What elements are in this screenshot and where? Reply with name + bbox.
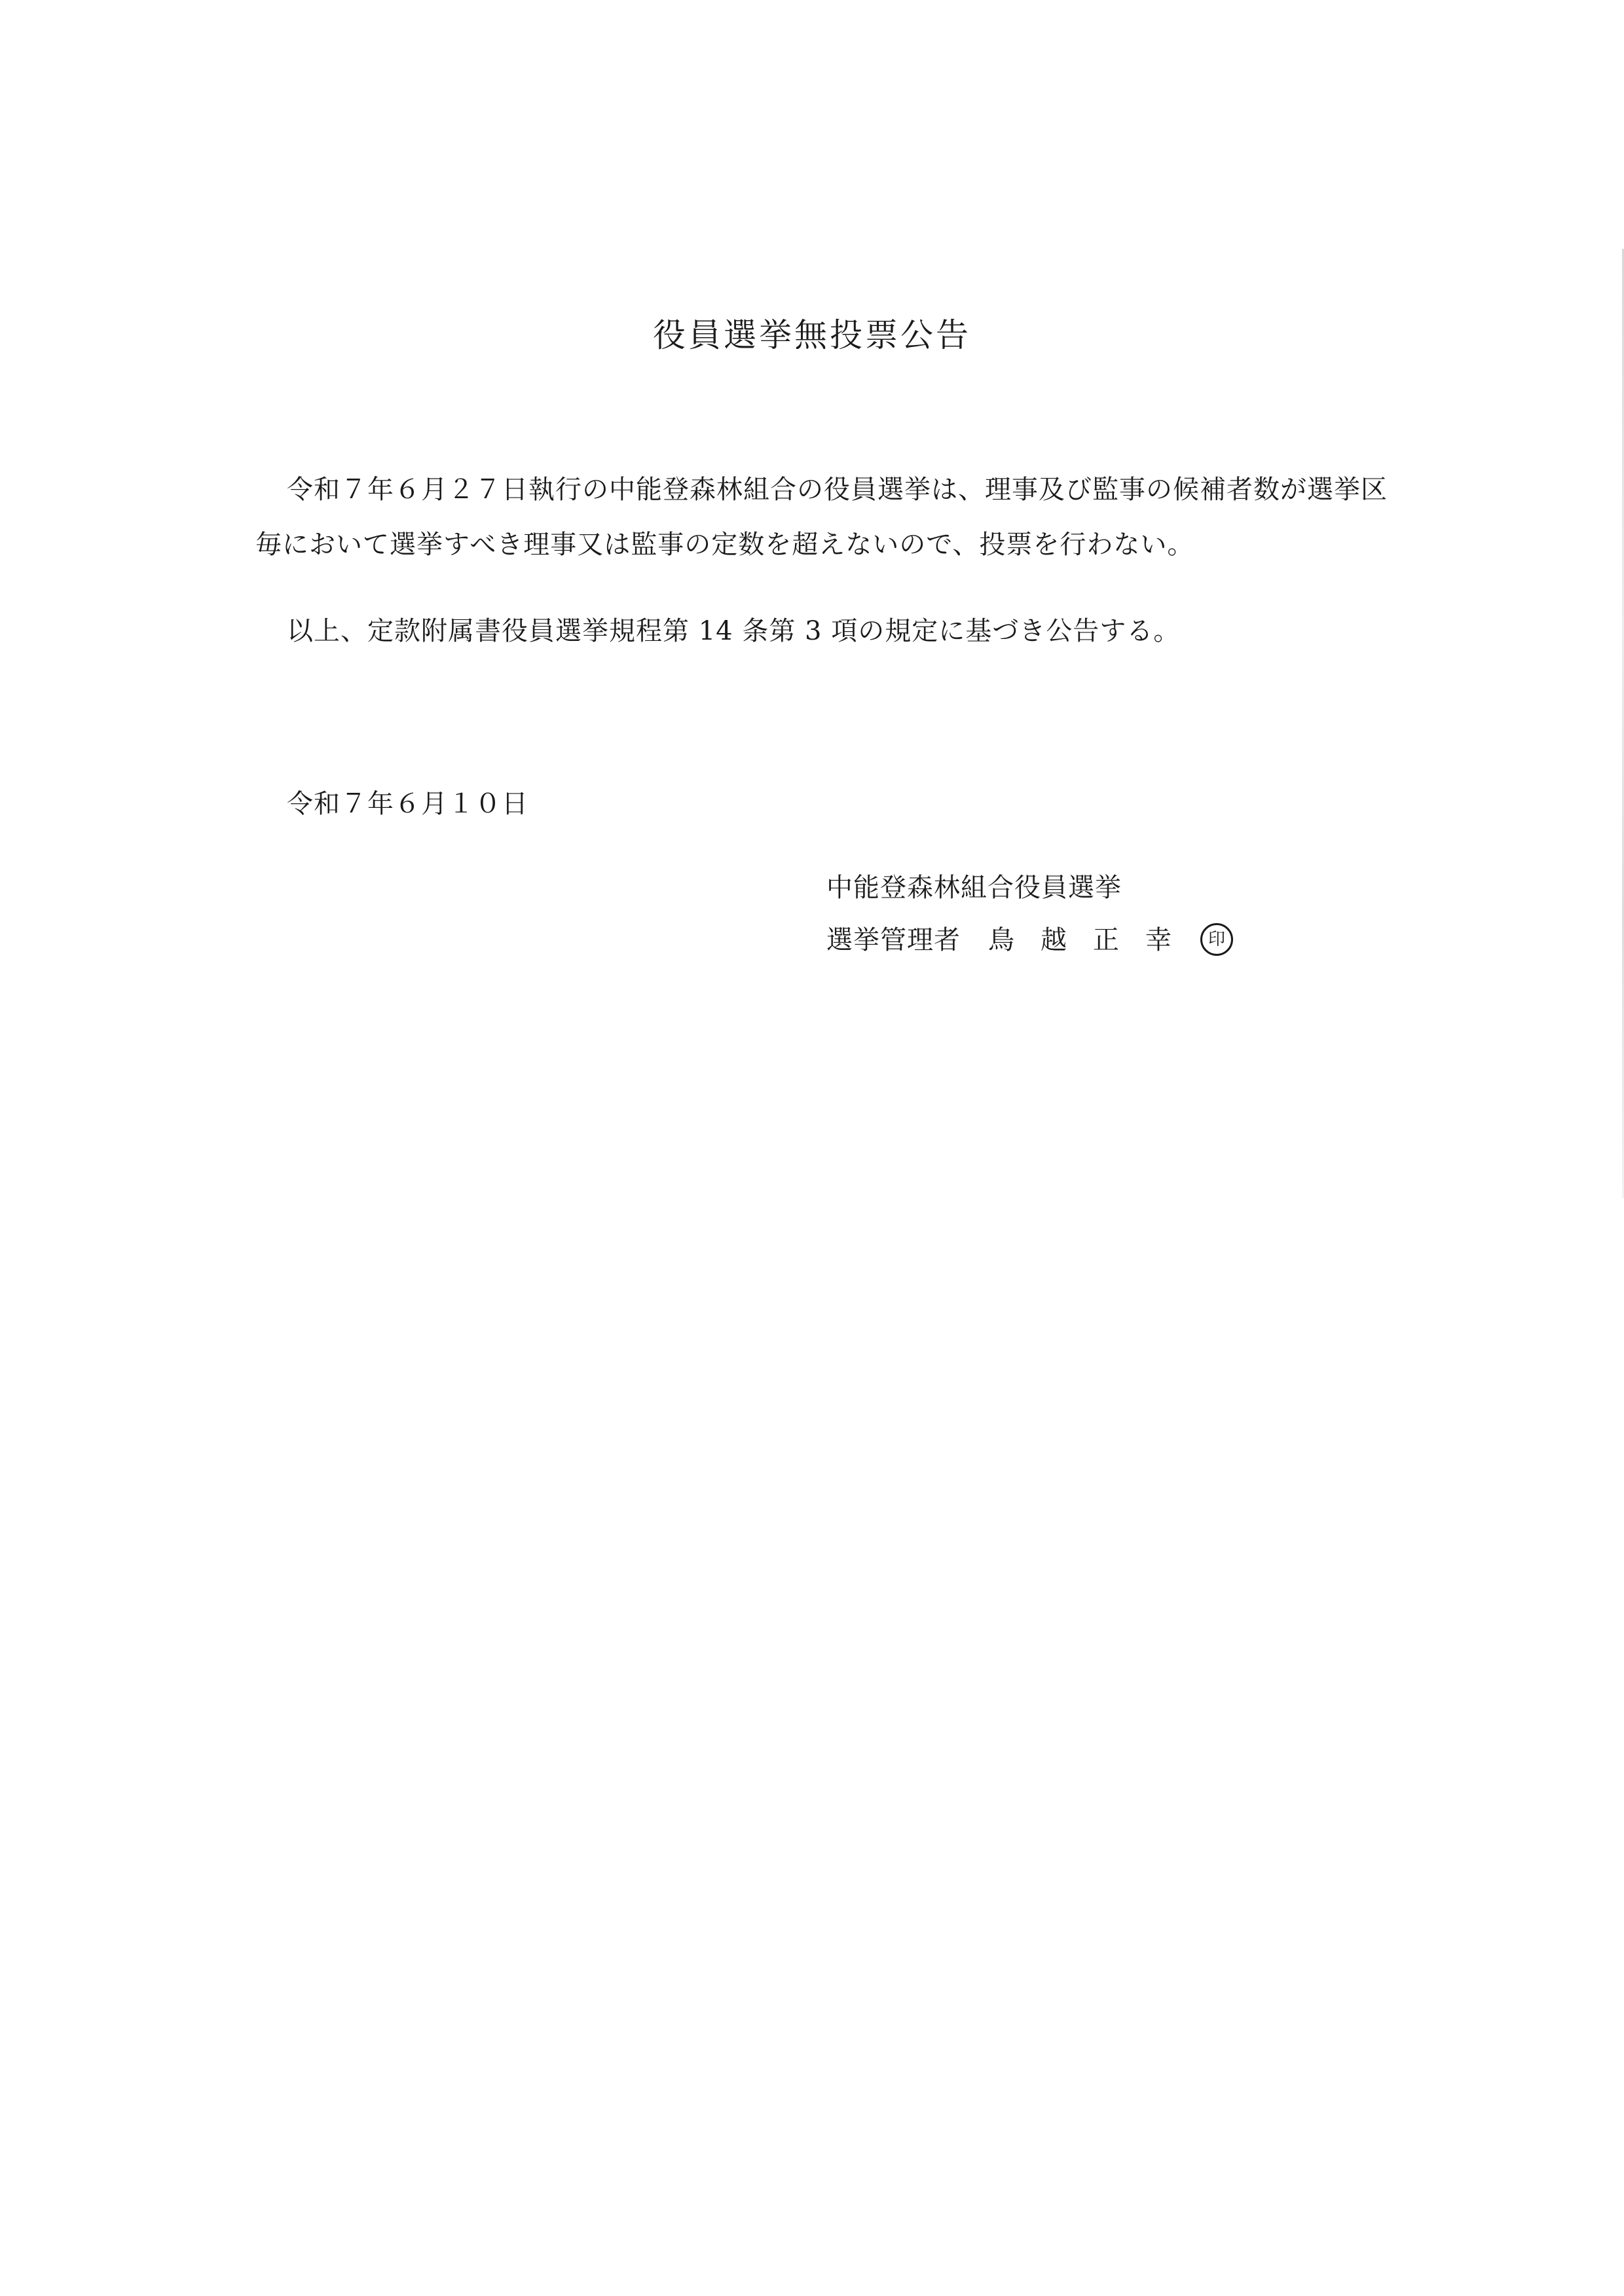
signature-block bbox=[826, 920, 1233, 960]
signature-name: 鳥越正幸 bbox=[988, 925, 1198, 955]
signature-role: 選挙管理者 bbox=[826, 925, 961, 955]
announcement-date: 令和７年６月１０日 bbox=[287, 789, 528, 819]
seal-mark-icon: 印 bbox=[1200, 923, 1233, 956]
signature-organization: 中能登森林組合役員選挙 bbox=[826, 873, 1122, 903]
document-title: 役員選挙無投票公告 bbox=[653, 316, 971, 354]
body-paragraph-legal-basis: 以上、定款附属書役員選挙規程第 14 条第 3 項の規定に基づき公告する。 bbox=[287, 616, 1181, 646]
body-paragraph-election-notice: 令和７年６月２７日執行の中能登森林組合の役員選挙は、理事及び監事の候補者数が選挙区毎において選挙すべき理事又は監事の定数を超えないので、投票を行わない。 bbox=[255, 475, 1388, 560]
